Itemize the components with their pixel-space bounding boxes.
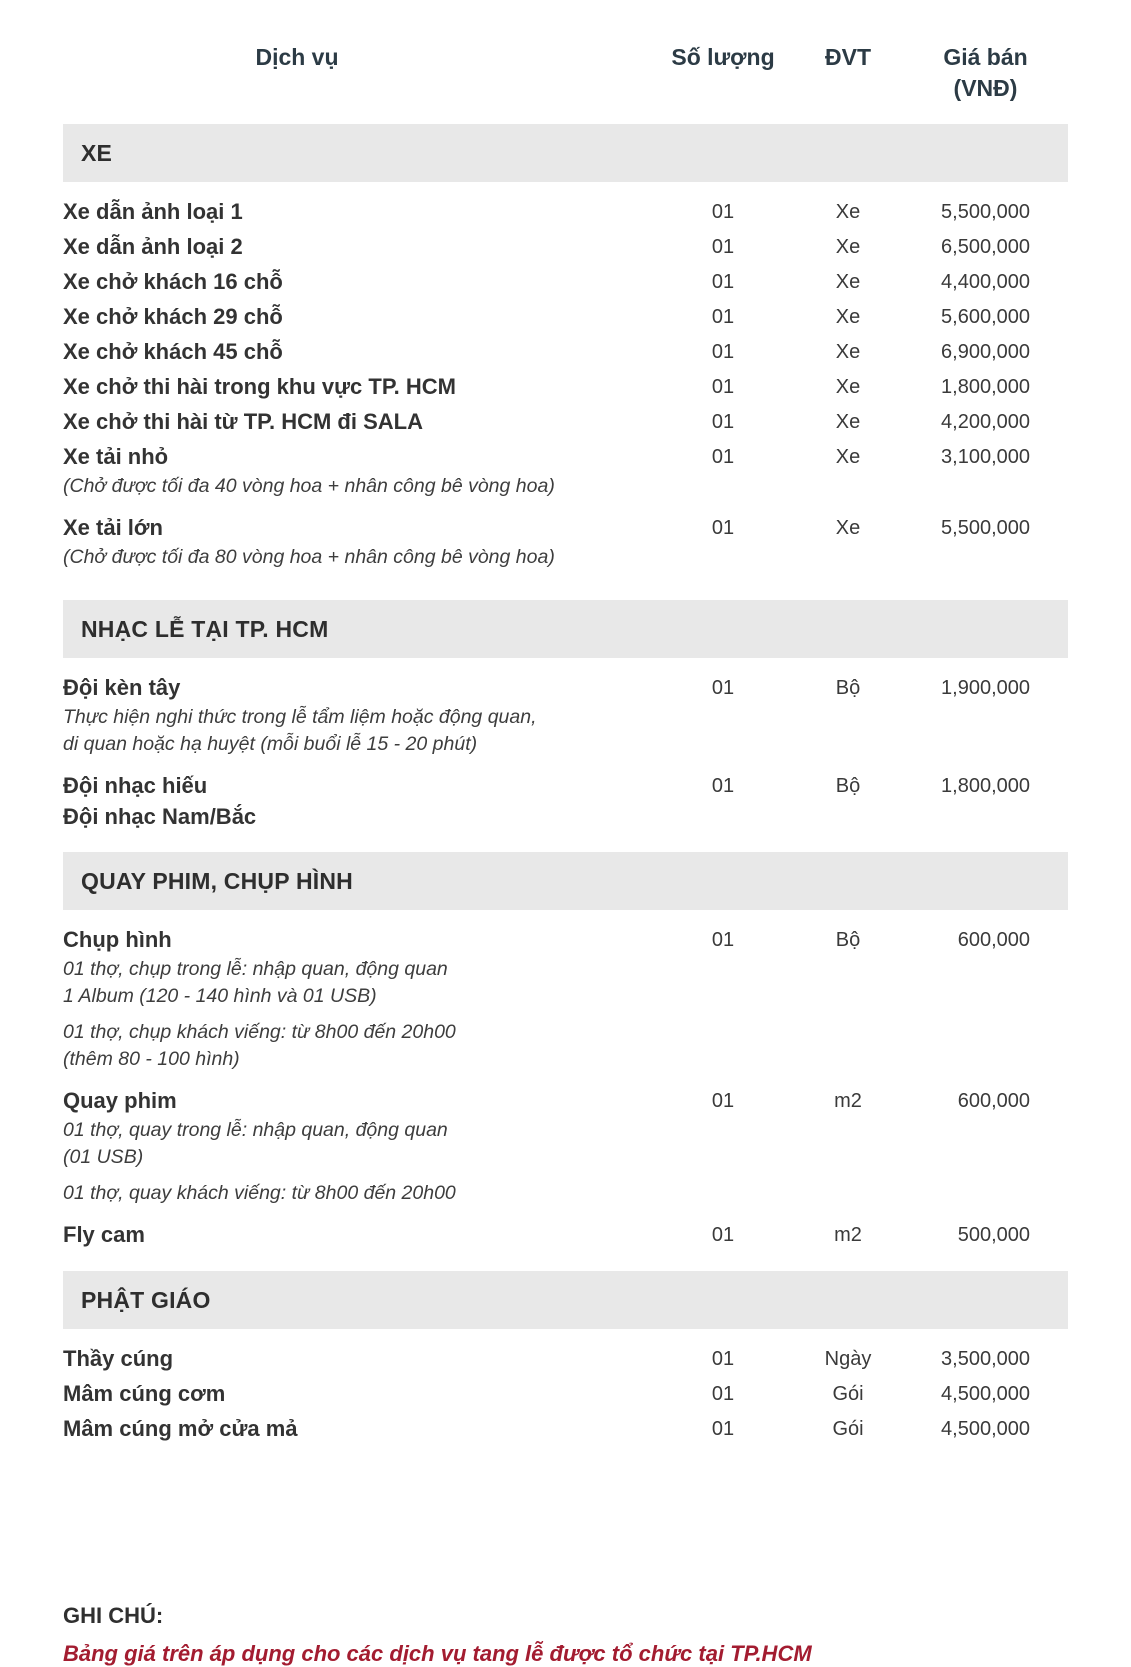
unit-cell: Xe: [835, 446, 861, 468]
footer: [63, 1603, 1068, 1667]
qty-cell: 01: [711, 1418, 735, 1440]
service-notes: [63, 473, 653, 500]
unit-cell: Xe: [835, 271, 861, 293]
price-cell: 6,500,000: [941, 236, 1030, 258]
service-name: Đội kèn tây: [63, 675, 181, 700]
service-note-line: Thực hiện nghi thức trong lễ tẩm liệm hoặc động quan,: [63, 706, 537, 728]
section-header-bar: [63, 600, 1068, 658]
service-notes: [63, 544, 653, 571]
section-title: NHẠC LỄ TẠI TP. HCM: [81, 615, 329, 642]
unit-cell: m2: [834, 1224, 862, 1246]
column-header-unit: ĐVT: [825, 44, 871, 70]
footer-note-label: GHI CHÚ:: [63, 1603, 164, 1628]
column-header-price-line2: (VNĐ): [953, 75, 1018, 101]
service-note-line: (Chở được tối đa 40 vòng hoa + nhân công bê vòng hoa): [63, 475, 555, 497]
service-name-cell: [63, 1343, 653, 1374]
table-row: [63, 196, 1068, 228]
service-name: Xe dẫn ảnh loại 1: [63, 199, 243, 224]
service-name-cell: [63, 1413, 653, 1444]
qty-cell: 01: [711, 376, 735, 398]
table-row: [63, 1343, 1068, 1375]
section-title: QUAY PHIM, CHỤP HÌNH: [81, 867, 353, 894]
qty-cell: 01: [711, 1383, 735, 1405]
qty-cell: 01: [711, 446, 735, 468]
service-name-cell: [63, 441, 653, 509]
price-cell: 4,400,000: [941, 271, 1030, 293]
price-cell: 6,900,000: [941, 341, 1030, 363]
unit-cell: Xe: [835, 411, 861, 433]
table-row: [63, 1378, 1068, 1410]
service-name-cell: [63, 1085, 653, 1216]
service-name: Xe chở khách 16 chỗ: [63, 269, 283, 294]
table-row: [63, 231, 1068, 263]
qty-cell: 01: [711, 271, 735, 293]
price-cell: 3,500,000: [941, 1348, 1030, 1370]
section-header-bar: [63, 1271, 1068, 1329]
table-section: [63, 124, 1068, 580]
service-name-cell: [63, 406, 653, 437]
price-cell: 500,000: [957, 1224, 1030, 1246]
unit-cell: Bộ: [835, 775, 861, 797]
service-note-line: 01 thợ, quay khách viếng: từ 8h00 đến 20h00: [63, 1182, 456, 1204]
unit-cell: Xe: [835, 517, 861, 539]
section-rows: [63, 672, 1068, 832]
price-cell: 1,900,000: [941, 677, 1030, 699]
unit-cell: Ngày: [824, 1348, 872, 1370]
table-row: [63, 371, 1068, 403]
qty-cell: 01: [711, 775, 735, 797]
service-name: Xe dẫn ảnh loại 2: [63, 234, 243, 259]
price-list-content: [63, 0, 1068, 1667]
table-section: [63, 852, 1068, 1251]
section-rows: [63, 1343, 1068, 1445]
service-note-line: 01 thợ, quay trong lễ: nhập quan, động quan: [63, 1119, 448, 1141]
qty-cell: 01: [711, 306, 735, 328]
service-note-line: (01 USB): [63, 1146, 144, 1168]
service-name: Chụp hình: [63, 927, 172, 952]
table-row: [63, 441, 1068, 509]
unit-cell: m2: [834, 1090, 862, 1112]
table-section: [63, 1271, 1068, 1445]
price-cell: 5,500,000: [941, 517, 1030, 539]
qty-cell: 01: [711, 517, 735, 539]
table-row: [63, 1085, 1068, 1216]
service-note-group: [63, 544, 653, 571]
price-cell: 4,500,000: [941, 1418, 1030, 1440]
service-name-cell: [63, 231, 653, 262]
qty-cell: 01: [711, 1348, 735, 1370]
service-name-line2: Đội nhạc Nam/Bắc: [63, 804, 257, 829]
service-note-group: [63, 1019, 653, 1073]
qty-cell: 01: [711, 1224, 735, 1246]
qty-cell: 01: [711, 341, 735, 363]
service-name-cell: [63, 770, 653, 832]
service-name: Xe chở thi hài trong khu vực TP. HCM: [63, 374, 456, 399]
qty-cell: 01: [711, 1090, 735, 1112]
column-header-service: Dịch vụ: [255, 44, 339, 70]
service-note-line: (Chở được tối đa 80 vòng hoa + nhân công bê vòng hoa): [63, 546, 555, 568]
price-cell: 5,500,000: [941, 201, 1030, 223]
unit-cell: Gói: [832, 1418, 864, 1440]
service-note-group: [63, 1180, 653, 1207]
service-note-line: 01 thợ, chụp khách viếng: từ 8h00 đến 20h00: [63, 1021, 456, 1043]
section-rows: [63, 196, 1068, 580]
service-name-cell: [63, 196, 653, 227]
table-row: [63, 1413, 1068, 1445]
service-name-cell: [63, 371, 653, 402]
section-header-bar: [63, 852, 1068, 910]
unit-cell: Bộ: [835, 677, 861, 699]
price-cell: 600,000: [957, 929, 1030, 951]
unit-cell: Xe: [835, 341, 861, 363]
service-name: Thầy cúng: [63, 1346, 174, 1371]
price-cell: 600,000: [957, 1090, 1030, 1112]
unit-cell: Xe: [835, 201, 861, 223]
service-notes: [63, 704, 653, 758]
price-cell: 4,500,000: [941, 1383, 1030, 1405]
price-cell: 1,800,000: [941, 376, 1030, 398]
service-name-cell: [63, 301, 653, 332]
service-name: Xe chở khách 45 chỗ: [63, 339, 283, 364]
unit-cell: Gói: [832, 1383, 864, 1405]
table-row: [63, 924, 1068, 1082]
service-notes: [63, 956, 653, 1073]
service-name: Fly cam: [63, 1222, 145, 1247]
service-note-group: [63, 1117, 653, 1171]
service-note-line: (thêm 80 - 100 hình): [63, 1048, 240, 1070]
table-row: [63, 301, 1068, 333]
service-note-line: di quan hoặc hạ huyệt (mỗi buổi lễ 15 - 20 phút): [63, 733, 478, 755]
service-name: Mâm cúng cơm: [63, 1381, 226, 1406]
service-notes: [63, 1117, 653, 1207]
unit-cell: Xe: [835, 376, 861, 398]
table-row: [63, 672, 1068, 767]
service-note-line: 01 thợ, chụp trong lễ: nhập quan, động quan: [63, 958, 448, 980]
price-cell: 1,800,000: [941, 775, 1030, 797]
service-name: Xe tải nhỏ: [63, 444, 169, 469]
service-name-cell: [63, 266, 653, 297]
table-row: [63, 512, 1068, 580]
price-table-body: [63, 124, 1068, 1445]
service-name: Xe tải lớn: [63, 515, 163, 540]
table-row: [63, 1219, 1068, 1251]
service-note-group: [63, 704, 653, 758]
service-note-group: [63, 473, 653, 500]
service-name: Mâm cúng mở cửa mả: [63, 1416, 298, 1441]
section-title: PHẬT GIÁO: [81, 1286, 211, 1313]
service-name: Quay phim: [63, 1088, 177, 1113]
qty-cell: 01: [711, 677, 735, 699]
service-name: Đội nhạc hiếu: [63, 773, 208, 798]
price-cell: 3,100,000: [941, 446, 1030, 468]
service-note-group: [63, 956, 653, 1010]
qty-cell: 01: [711, 411, 735, 433]
service-name-cell: [63, 1219, 653, 1250]
table-row: [63, 336, 1068, 368]
table-row: [63, 770, 1068, 832]
price-cell: 4,200,000: [941, 411, 1030, 433]
qty-cell: 01: [711, 236, 735, 258]
service-name: Xe chở thi hài từ TP. HCM đi SALA: [63, 409, 423, 434]
table-row: [63, 266, 1068, 298]
unit-cell: Bộ: [835, 929, 861, 951]
unit-cell: Xe: [835, 306, 861, 328]
price-cell: 5,600,000: [941, 306, 1030, 328]
column-header-price-line1: Giá bán: [943, 44, 1028, 70]
section-title: XE: [81, 139, 113, 166]
qty-cell: 01: [711, 201, 735, 223]
table-header-row: [63, 0, 1068, 104]
section-rows: [63, 924, 1068, 1251]
service-name: Xe chở khách 29 chỗ: [63, 304, 283, 329]
column-header-price: [903, 42, 1068, 104]
footer-note-text: Bảng giá trên áp dụng cho các dịch vụ tang lễ được tổ chức tại TP.HCM: [63, 1641, 812, 1666]
section-header-bar: [63, 124, 1068, 182]
column-header-quantity: Số lượng: [671, 44, 775, 70]
table-section: [63, 600, 1068, 832]
service-name-cell: [63, 924, 653, 1082]
table-row: [63, 406, 1068, 438]
unit-cell: Xe: [835, 236, 861, 258]
service-name-cell: [63, 512, 653, 580]
service-name-cell: [63, 672, 653, 767]
service-name-cell: [63, 336, 653, 367]
service-note-line: 1 Album (120 - 140 hình và 01 USB): [63, 985, 377, 1007]
service-name-cell: [63, 1378, 653, 1409]
qty-cell: 01: [711, 929, 735, 951]
